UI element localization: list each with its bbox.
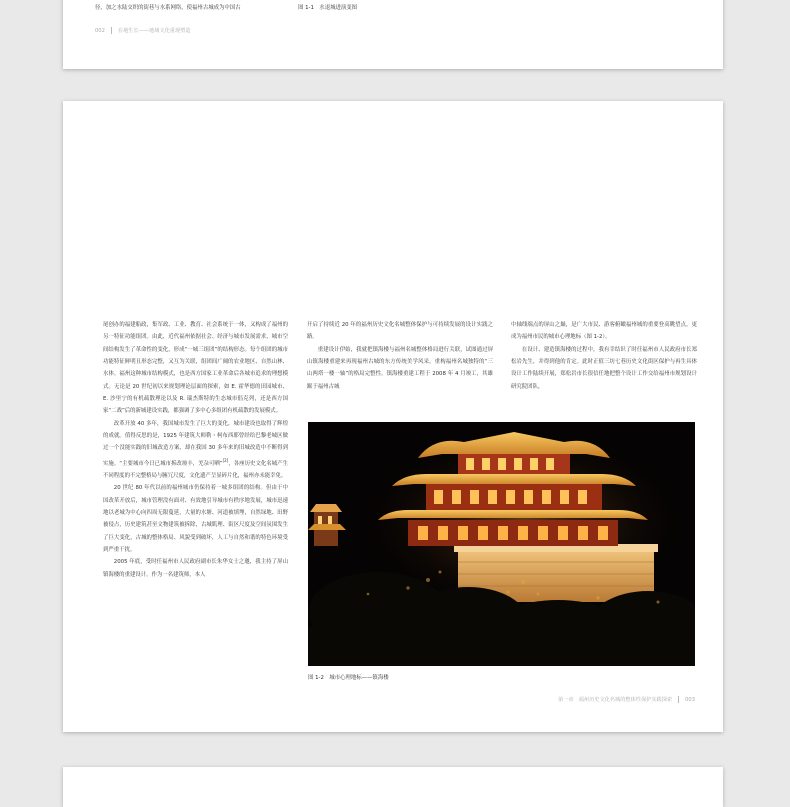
running-title: 在地生长——地域文化重现塑造 xyxy=(117,28,191,34)
paragraph xyxy=(103,418,288,483)
tower-illustration xyxy=(308,422,695,666)
paragraph: 2005 年底，受时任福州市人民政府副市长朱华女士之邀，我主持了屏山镇海楼的重建设计。作为一名建筑师，本人 xyxy=(103,559,288,578)
paragraph: 开启了持续近 20 年的福州历史文化名城整体保护与可持续发展的设计实践之路。 xyxy=(307,322,493,341)
paragraph: 尾创办的福建船政，集军政、工业、教育、社会系统于一体，又构成了福州的另一特征功能组团。由此，近代福州依据社会、经济与城市发展需求，城市空间结构发生了革命性的变化，形成“一城三组团”的结构形态。每个组团的城市功能特征鲜明且形态完整，又互为关联，组团间广阔的农业地区、自然山林、水体。福州这种城市结构模式，也是西方国家工业革命后各城市追求的理想模式。无论是 20 世纪初以来规划理论层面的探索，如 E. 霍华德的田园城市、E. 沙里宁的有机疏散理论以及 R. 瑞杰斯特的生态城市倡克列，还是西方国家“二战”后的新城建设实践，都强调了多中心多组团有机疏散的发展模式。 xyxy=(103,322,288,415)
citation-mark: [2] xyxy=(222,457,229,463)
paragraph-text: 改革开放 40 多年，我国城市发生了巨大的变化，城市建设也取得了辉煌的成就。值得反思的是，1925 年建筑大师勒・柯布西耶曾经给巴黎老城区做过一个没能实践的旧城改造方案，却在我国 30 多年来的旧城改造中不断得到实施。“主要城市今日已城市拆改竣丰，羌杂可晒” xyxy=(103,420,288,467)
figure-1-1-caption: 图 1-1 水退城进演变图 xyxy=(298,5,358,11)
footer-divider xyxy=(678,696,679,703)
text-column-2 xyxy=(307,319,493,393)
previous-page-footer xyxy=(95,27,191,34)
current-page xyxy=(63,101,723,732)
previous-page xyxy=(63,0,723,69)
paragraph: 20 世纪 80 年代以前的福州城市仍保持着一城多组团的结构。但由于中国改革开放后，城市管理没有面对、有效地引导城市有秩序地发展，城市迅速地以老城为中心向四周无限蔓延，大量的水塘、河道被填埋，自然绿地、田野被侵占，历史建筑甚至文物建筑被拆除，古城肌理、街区尺度及空间氛围发生了巨大变化，古城的整体格局、风貌受到破坏，人工与自然和谐的特色环境受到严重干扰。 xyxy=(103,485,288,553)
middle-windows xyxy=(434,490,587,504)
next-page xyxy=(63,767,723,807)
footer-divider xyxy=(111,27,112,34)
paragraph: 在设计、建造镇海楼的过程中，我有幸结识了时任福州市人民政府市长郑松岩先生，并得到他的肯定。此时正值三坊七巷历史文化街区保护与再生具体设计工作陆续开展，郑松岩市长很信任地把整个设计工作交给福州市规划设计研究院团队， xyxy=(511,346,697,390)
chapter-title: 第一章 福州历史文化名城的整体性保护实践探索 xyxy=(557,697,673,703)
previous-page-text: 径，加之水陆交织的街巷与水系网络，使福州古城成为中国古 xyxy=(95,5,241,11)
page-number: 002 xyxy=(95,28,105,34)
page-footer xyxy=(558,696,695,703)
paragraph-text: ，各座历史文化名城产生不同程度的不完整格局与臃冗尺度，文化遗产呈显碎片化，福州亦未能幸免。 xyxy=(103,460,288,479)
text-column-3 xyxy=(511,319,697,393)
text-column-1 xyxy=(103,319,288,581)
paragraph: 中轴线端点的屏山之巅，是广大市民、游客俯瞰福州城的重要登高眺望点，更成为福州市民的城市心理地标（图 1-2）。 xyxy=(511,322,697,341)
figure-1-2-caption: 图 1-2 城市心理地标——镇海楼 xyxy=(308,675,389,681)
previous-page-text-row xyxy=(95,3,695,11)
page-number: 003 xyxy=(685,697,695,703)
zhenhai-tower-photo xyxy=(308,422,695,666)
paragraph: 重建设计伊始，我就把镇海楼与福州名城整体格局进行关联，试图通过屏山镇海楼重建来再现福州古城的东方传统美学风采，重构福州名城独特的“三山两塔一楼一轴”的格局完整性。镇海楼重建工程于 2008 年 4 月竣工，其雄踞于福州古城 xyxy=(307,346,493,390)
